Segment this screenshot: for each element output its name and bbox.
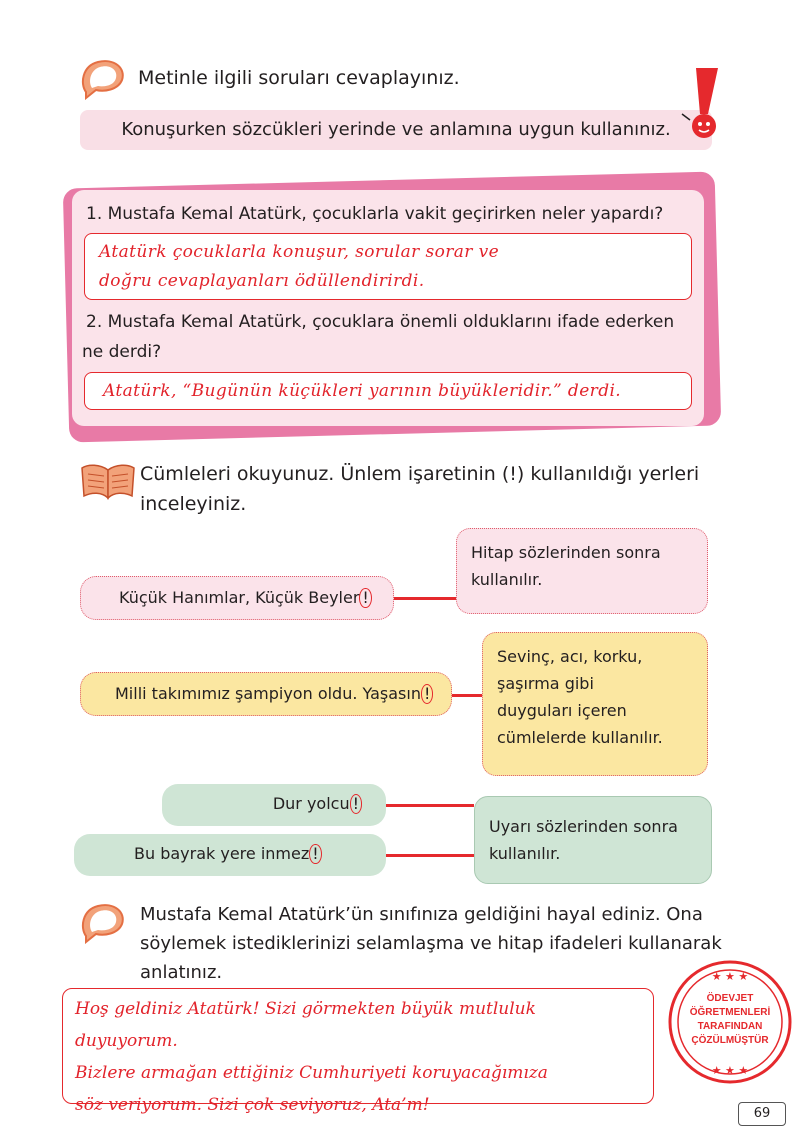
explanation-line: duyguları içeren bbox=[497, 701, 627, 720]
answer-line: Atatürk çocuklarla konuşur, sorular sorar ve bbox=[99, 242, 500, 262]
answer-line: Hoş geldiniz Atatürk! Sizi görmekten büyük mutluluk duyuyorum. bbox=[75, 999, 536, 1051]
question-text: Mustafa Kemal Atatürk, çocuklara önemli olduklarını ifade ederken bbox=[107, 312, 675, 332]
explanation-line: cümlelerde kullanılır. bbox=[497, 728, 663, 747]
page-number-text: 69 bbox=[753, 1106, 771, 1121]
section2-instruction-line2: inceleyiniz. bbox=[140, 493, 247, 515]
exclamation-mascot-icon bbox=[678, 64, 726, 144]
stamp-line: ÖĞRETMENLERİ bbox=[689, 1007, 771, 1018]
open-book-icon bbox=[80, 458, 136, 504]
exclamation-mark: ! bbox=[350, 794, 362, 814]
answer-line: doğru cevaplayanları ödüllendirirdi. bbox=[99, 271, 425, 291]
page-number bbox=[738, 1102, 786, 1126]
answer-2-box bbox=[84, 372, 692, 410]
question-2-continued: ne derdi? bbox=[82, 342, 162, 362]
svg-text:★ ★ ★: ★ ★ ★ bbox=[711, 970, 749, 983]
connector-line bbox=[386, 804, 474, 807]
explanation-2-box bbox=[482, 632, 708, 776]
answer-line: Bizlere armağan ettiğiniz Cumhuriyeti koruyacağımıza bbox=[75, 1063, 548, 1083]
section1-instruction: Metinle ilgili soruları cevaplayınız. bbox=[138, 67, 460, 89]
sentence-text: Dur yolcu bbox=[272, 794, 350, 813]
connector-line bbox=[394, 597, 456, 600]
section2-instruction-line1: Cümleleri okuyunuz. Ünlem işaretinin (!) kullanıldığı yerleri bbox=[140, 463, 700, 485]
answer-text: Atatürk, “Bugünün küçükleri yarının büyükleridir.” derdi. bbox=[103, 381, 622, 401]
answer-line: söz veriyorum. Sizi çok seviyoruz, Ata’m! bbox=[75, 1095, 430, 1115]
question-number: 1. bbox=[86, 204, 103, 224]
stamp-line: ÇÖZÜLMÜŞTÜR bbox=[691, 1035, 769, 1046]
stamp-line: TARAFINDAN bbox=[697, 1021, 763, 1032]
explanation-line: kullanılır. bbox=[471, 570, 543, 589]
instruction-line: anlatınız. bbox=[140, 962, 223, 983]
sentence-3-bubble bbox=[162, 784, 386, 826]
stamp-line: ÖDEVJET bbox=[706, 993, 754, 1004]
exclamation-mark: ! bbox=[309, 844, 321, 864]
explanation-3-box bbox=[474, 796, 712, 884]
speech-bubble-icon bbox=[78, 900, 128, 944]
connector-line bbox=[386, 854, 474, 857]
sentence-text: Milli takımımız şampiyon oldu. Yaşasın bbox=[115, 684, 421, 703]
svg-text:★ ★ ★: ★ ★ ★ bbox=[711, 1064, 749, 1077]
question-text: Mustafa Kemal Atatürk, çocuklarla vakit geçirirken neler yapardı? bbox=[107, 204, 664, 224]
sentence-4-bubble bbox=[74, 834, 386, 876]
sentence-text: Bu bayrak yere inmez bbox=[134, 844, 310, 863]
writing-answer-box bbox=[62, 988, 654, 1115]
explanation-line: Hitap sözlerinden sonra bbox=[471, 543, 661, 562]
connector-line bbox=[452, 694, 482, 697]
exclamation-mark: ! bbox=[421, 684, 433, 704]
tip-banner: Konuşurken sözcükleri yerinde ve anlamına uygun kullanınız. bbox=[80, 110, 712, 150]
speech-bubble-icon bbox=[78, 56, 128, 100]
explanation-line: Sevinç, acı, korku, bbox=[497, 647, 643, 666]
explanation-line: kullanılır. bbox=[489, 844, 561, 863]
solved-stamp bbox=[666, 958, 794, 1086]
sentence-2-bubble bbox=[80, 672, 452, 716]
exclamation-mark: ! bbox=[359, 588, 371, 608]
question-2 bbox=[86, 312, 696, 332]
sentence-text: Küçük Hanımlar, Küçük Beyler bbox=[119, 588, 360, 607]
sentence-1-bubble bbox=[80, 576, 394, 620]
question-number: 2. bbox=[86, 312, 103, 332]
explanation-1-box bbox=[456, 528, 708, 614]
answer-1-box bbox=[84, 233, 692, 300]
instruction-line: söylemek istediklerinizi selamlaşma ve hitap ifadeleri kullanarak bbox=[140, 933, 722, 954]
explanation-line: şaşırma gibi bbox=[497, 674, 594, 693]
question-1 bbox=[86, 204, 663, 224]
section3-instruction bbox=[140, 900, 722, 987]
explanation-line: Uyarı sözlerinden sonra bbox=[489, 817, 678, 836]
instruction-line: Mustafa Kemal Atatürk’ün sınıfınıza geldiğini hayal ediniz. Ona bbox=[140, 904, 703, 925]
